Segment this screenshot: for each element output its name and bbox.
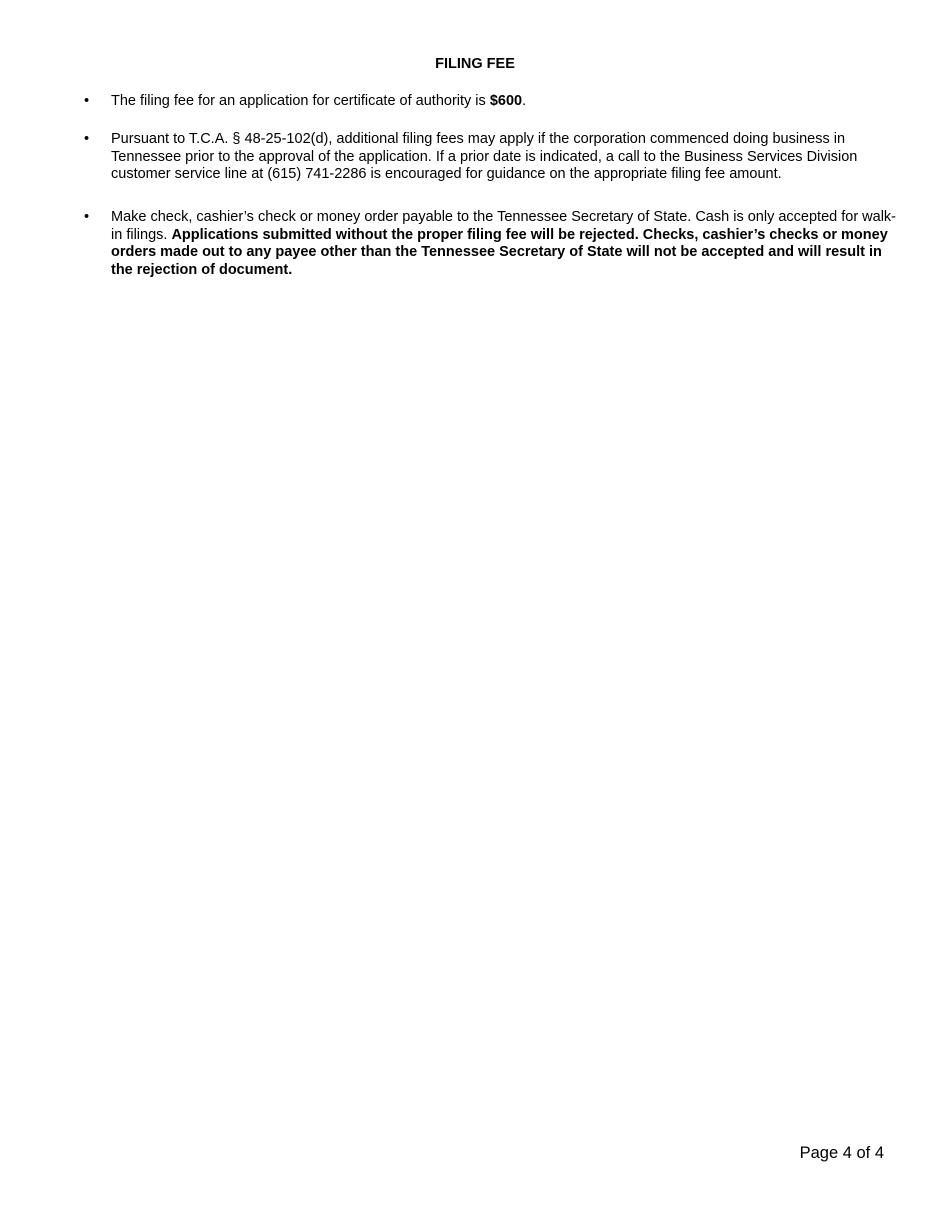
filing-fee-text-before: The filing fee for an application for certificate of authority is [111,93,490,109]
bullet-icon: • [84,209,90,225]
additional-fees-text: Pursuant to T.C.A. § 48-25-102(d), additional filing fees may apply if the corporation commenced doing business in Tennessee prior to the approval of the application. If a prior date is indicated, a call to the Business Services Division customer service line at (615) 741-2286 is encouraged for guidance on the appropriate filing fee amount. [111,131,858,183]
page-title: FILING FEE [435,56,515,72]
filing-fee-text-after: . [522,93,527,109]
filing-fee-text [111,93,896,111]
page-number: Page 4 of 4 [799,1144,884,1162]
payment-text-regular: Make check, cashier’s check or money order payable to the Tennessee Secretary of State. Cash is only accepted for walk-in filings. [111,209,897,243]
bullet-icon: • [84,93,90,109]
payment-text-warning: Applications submitted without the proper filing fee will be rejected. Checks, cashier’s checks or money orders made out to any payee other than the Tennessee Secretary of State will not be accepted and will result in the rejection of document. [111,226,888,278]
bullet-icon: • [84,131,90,147]
filing-fee-amount: $600 [489,93,523,109]
payment-text [111,209,896,279]
